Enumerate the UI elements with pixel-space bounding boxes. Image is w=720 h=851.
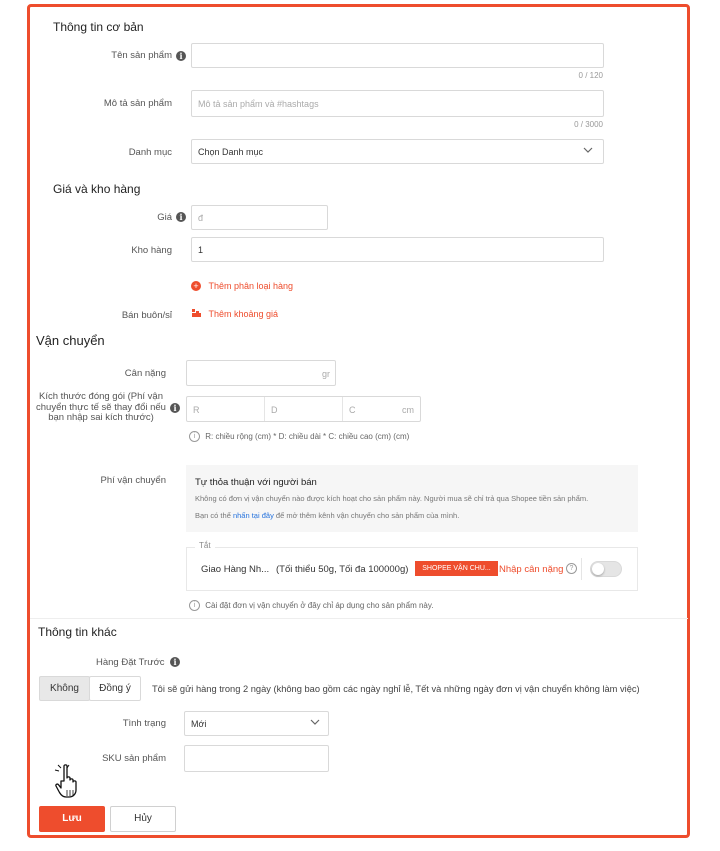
price-placeholder: đ — [198, 213, 204, 223]
info-outline-icon: i — [189, 600, 200, 611]
add-variant-button[interactable] — [191, 277, 293, 295]
category-value: Chọn Danh mục — [198, 147, 264, 157]
height-input[interactable] — [343, 397, 420, 421]
price-label: Giá — [157, 212, 172, 223]
description-label: Mô tả sản phẩm — [103, 98, 172, 109]
carrier-limits: (Tối thiểu 50g, Tối đa 100000g) — [276, 564, 409, 575]
length-input[interactable] — [265, 397, 343, 421]
preorder-label: Hàng Đặt Trước — [96, 657, 165, 668]
cancel-button[interactable]: Hủy — [110, 806, 176, 832]
save-button[interactable]: Lưu — [39, 806, 105, 832]
carrier-note — [189, 600, 434, 611]
dimensions-hint-text: R: chiều rộng (cm) * D: chiều dài * C: chiều cao (cm) (cm) — [205, 431, 410, 441]
length-placeholder: D — [271, 405, 278, 415]
hand-cursor-icon — [52, 763, 84, 806]
product-name-input[interactable] — [191, 43, 604, 68]
self-arranged-panel — [186, 465, 638, 532]
enable-text-before: Bạn có thể — [195, 511, 231, 520]
carrier-toggle[interactable] — [590, 561, 622, 577]
enable-text-after: để mở thêm kênh vận chuyển cho sản phẩm của mình. — [275, 511, 460, 520]
preorder-description: Tôi sẽ gửi hàng trong 2 ngày (không bao gồm các ngày nghỉ lễ, Tết và những ngày đơn vị vận chuyển không làm việc) — [152, 684, 640, 694]
condition-select[interactable] — [184, 711, 329, 736]
shipping-fee-label: Phí vận chuyển — [100, 475, 166, 486]
width-input[interactable] — [187, 397, 265, 421]
category-select[interactable] — [191, 139, 604, 164]
category-label: Danh mục — [128, 147, 172, 158]
weight-label: Cân nặng — [124, 368, 166, 379]
product-name-counter: 0 / 120 — [578, 71, 603, 80]
carrier-name: Giao Hàng Nh... — [201, 564, 270, 575]
dimensions-input-group — [186, 396, 421, 422]
preorder-yes-button[interactable]: Đồng ý — [89, 676, 141, 701]
section-divider — [30, 618, 688, 619]
dimensions-hint — [189, 431, 409, 442]
info-icon: i — [176, 212, 186, 222]
info-icon: i — [176, 51, 186, 61]
shipping-title: Vận chuyển — [36, 333, 105, 348]
carrier-badge: SHOPEE VẬN CHU... — [415, 561, 498, 576]
price-tier-icon — [191, 305, 202, 323]
add-variant-label: Thêm phân loại hàng — [208, 280, 294, 291]
condition-label: Tình trạng — [122, 718, 166, 729]
wholesale-label: Bán buôn/sỉ — [121, 310, 172, 321]
description-counter: 0 / 3000 — [574, 120, 603, 129]
description-placeholder: Mô tả sản phẩm và #hashtags — [198, 99, 319, 109]
sku-input[interactable] — [184, 745, 329, 772]
stock-input[interactable] — [191, 237, 604, 262]
divider — [581, 558, 582, 580]
dimensions-label: Kích thước đóng gói (Phí vận chuyển thực tế sẽ thay đổi nếu bạn nhập sai kích thước) — [36, 391, 166, 423]
product-name-label: Tên sản phẩm — [111, 50, 172, 61]
carrier-group-label: Tắt — [195, 541, 215, 550]
dimension-unit: cm — [402, 405, 414, 415]
width-placeholder: R — [193, 405, 200, 415]
enable-shipping-hint — [195, 511, 459, 520]
chevron-down-icon — [583, 145, 593, 157]
description-input[interactable] — [191, 90, 604, 117]
carrier-note-text: Cài đặt đơn vị vận chuyển ở đây chỉ áp dụng cho sản phẩm này. — [205, 600, 434, 610]
add-price-tier-label: Thêm khoảng giá — [208, 309, 278, 319]
enable-shipping-link[interactable]: nhấn tại đây — [232, 511, 274, 520]
basic-info-title: Thông tin cơ bản — [53, 20, 144, 34]
add-price-tier-button[interactable] — [191, 305, 278, 323]
enter-weight-link[interactable]: Nhập cân nặng — [499, 564, 564, 575]
condition-value: Mới — [191, 719, 207, 729]
weight-input[interactable] — [186, 360, 336, 386]
other-info-title: Thông tin khác — [38, 625, 117, 639]
pricing-title: Giá và kho hàng — [53, 182, 141, 196]
preorder-no-button[interactable]: Không — [39, 676, 90, 701]
self-arranged-desc: Không có đơn vị vận chuyển nào được kích hoạt cho sản phẩm này. Người mua sẽ chỉ trả qua Shopee tiền sản phẩm. — [195, 494, 589, 503]
price-input[interactable] — [191, 205, 328, 230]
stock-label: Kho hàng — [131, 245, 172, 256]
weight-unit: gr — [321, 369, 330, 379]
info-icon: i — [170, 657, 180, 667]
chevron-down-icon — [310, 717, 320, 729]
plus-circle-icon: + — [191, 281, 201, 291]
sku-label: SKU sản phẩm — [102, 753, 166, 764]
question-icon: ? — [566, 563, 577, 574]
height-placeholder: C — [349, 405, 356, 415]
info-outline-icon: i — [189, 431, 200, 442]
stock-value: 1 — [198, 245, 204, 255]
self-arranged-title: Tự thỏa thuận với người bán — [195, 477, 317, 488]
info-icon: i — [170, 403, 180, 413]
